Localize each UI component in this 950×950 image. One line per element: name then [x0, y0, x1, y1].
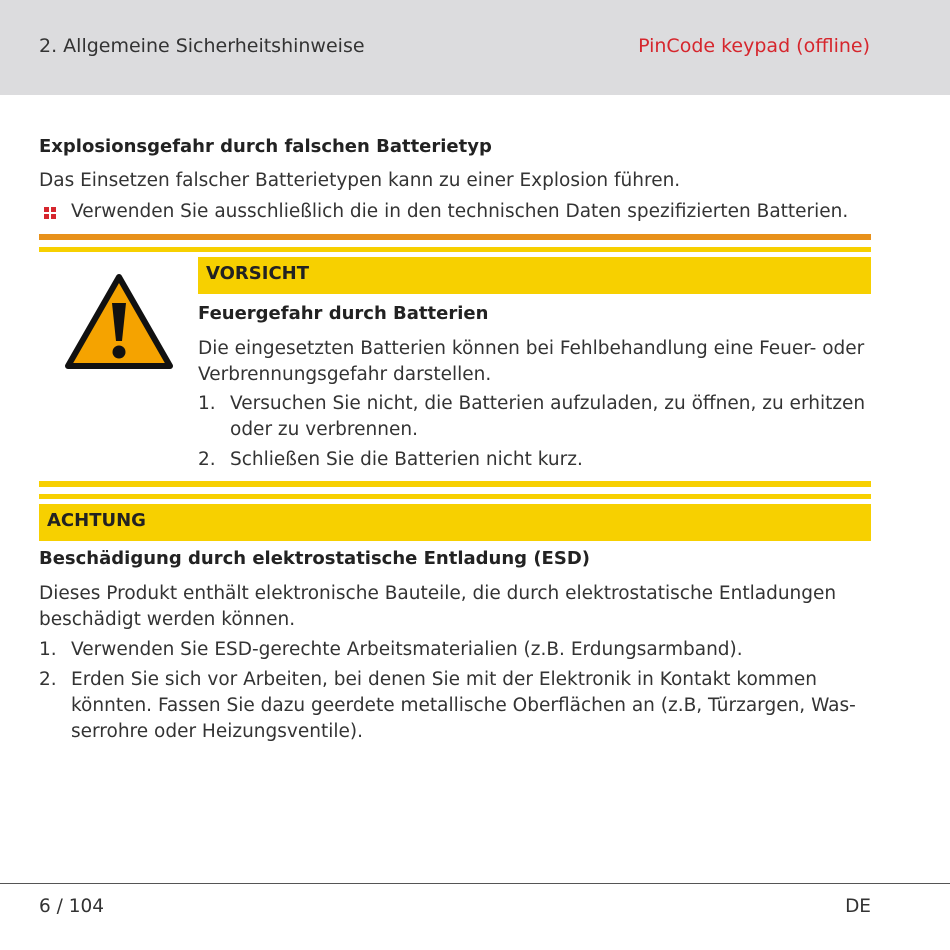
fire-hazard-text-line1: Die eingesetzten Batterien können bei Fehlbehandlung eine Feuer- oder [198, 338, 865, 359]
warning-triangle-icon [63, 271, 175, 371]
notice-label-bar [39, 504, 871, 541]
red-square-bullet-icon [44, 207, 57, 220]
page-header [0, 0, 950, 95]
step-number: 1. [198, 393, 216, 414]
step-text-line1: Verwenden Sie ESD-gerechte Arbeitsmaterialien (z.B. Erdungsarmband). [71, 639, 743, 660]
warning-rule-yellow [39, 481, 871, 487]
step-text-line1: Schließen Sie die Batterien nicht kurz. [230, 449, 583, 470]
bullet-text: Verwenden Sie ausschließlich die in den technischen Daten spezifizierten Batterien. [71, 201, 849, 222]
fire-hazard-text-line2: Verbrennungsgefahr darstellen. [198, 364, 492, 385]
chapter-title: 2. Allgemeine Sicherheitshinweise [39, 35, 365, 57]
step-number: 2. [39, 669, 57, 690]
warning-rule-orange [39, 234, 871, 240]
step-text-line1: Erden Sie sich vor Arbeiten, bei denen Sie mit der Elektronik in Kontakt kommen [71, 669, 817, 690]
explosion-hazard-title: Explosionsgefahr durch falschen Batterietyp [39, 136, 492, 157]
warning-rule-yellow [39, 494, 871, 499]
esd-title: Beschädigung durch elektrostatische Entladung (ESD) [39, 548, 590, 569]
warning-rule-yellow [39, 247, 871, 252]
explosion-hazard-text: Das Einsetzen falscher Batterietypen kann zu einer Explosion führen. [39, 170, 681, 191]
step-number: 2. [198, 449, 216, 470]
step-text-line2: könnten. Fassen Sie dazu geerdete metallische Oberflächen an (z.B, Türzargen, Was- [71, 695, 856, 716]
fire-hazard-title: Feuergefahr durch Batterien [198, 303, 489, 324]
caution-label-bar [198, 257, 871, 294]
product-title: PinCode keypad (offline) [638, 35, 870, 57]
footer-divider [0, 883, 950, 884]
esd-text-line1: Dieses Produkt enthält elektronische Bauteile, die durch elektrostatische Entladungen [39, 583, 837, 604]
caution-label: VORSICHT [206, 263, 309, 284]
esd-text-line2: beschädigt werden können. [39, 609, 296, 630]
language-code: DE [845, 896, 871, 917]
page-number: 6 / 104 [39, 896, 105, 917]
step-text-line1: Versuchen Sie nicht, die Batterien aufzuladen, zu öffnen, zu erhitzen [230, 393, 866, 414]
step-text-line2: oder zu verbrennen. [230, 419, 418, 440]
notice-label: ACHTUNG [47, 510, 146, 531]
step-text-line3: serrohre oder Heizungsventile). [71, 721, 363, 742]
step-number: 1. [39, 639, 57, 660]
